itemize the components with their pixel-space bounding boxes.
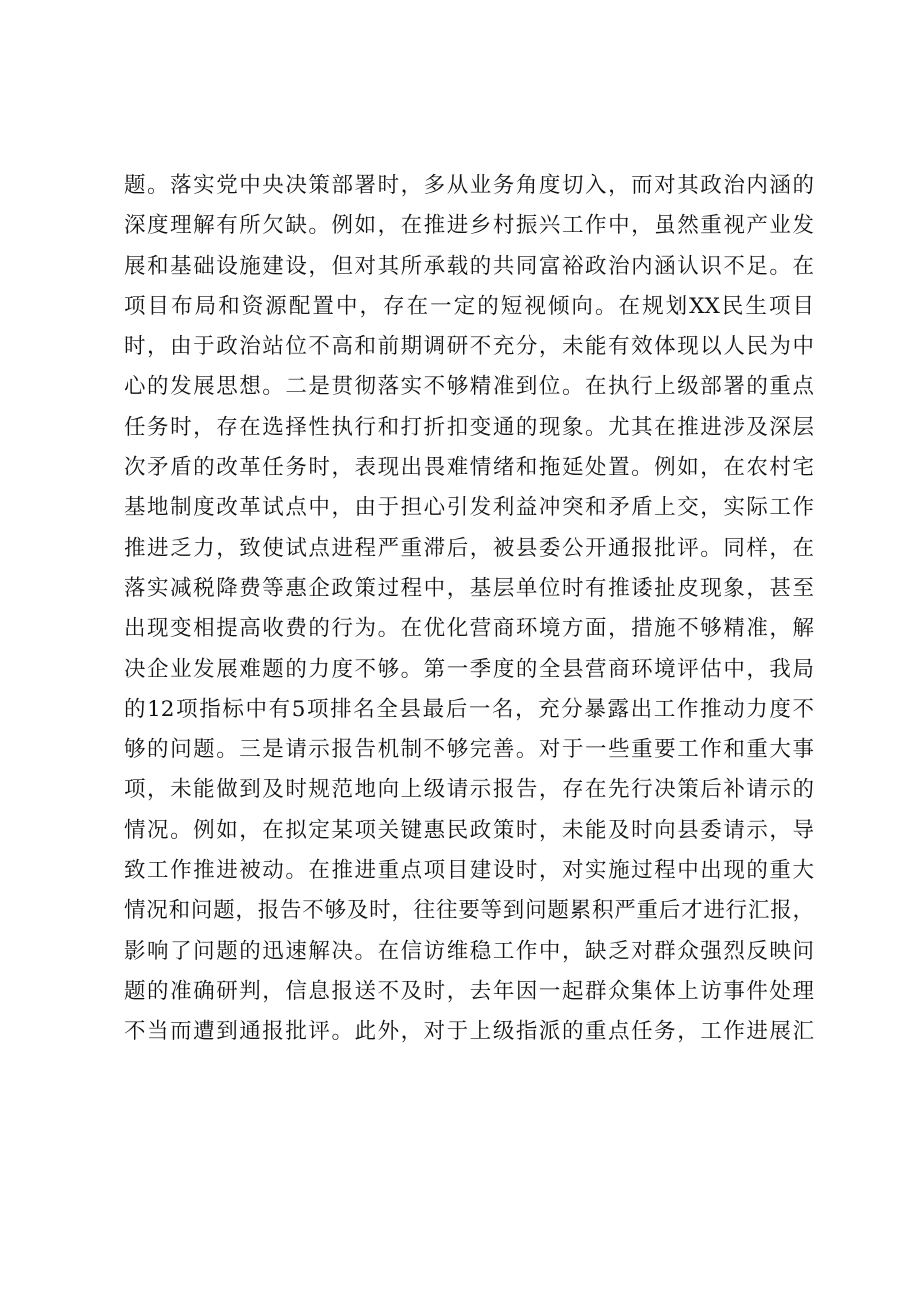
text-line-22: 不当而遭到通报批评。此外，对于上级指派的重点任务，工作进展汇 <box>124 1019 814 1045</box>
text-line-10: 推进乏力，致使试点进程严重滞后，被县委公开通报批评。同样，在 <box>124 535 814 561</box>
text-line-3: 展和基础设施建设，但对其所承载的共同富裕政治内涵认识不足。在 <box>124 253 814 279</box>
text-line-5: 时，由于政治站位不高和前期调研不充分，未能有效体现以人民为中 <box>124 334 814 360</box>
text-line-12: 出现变相提高收费的行为。在优化营商环境方面，措施不够精准，解 <box>124 616 814 642</box>
text-line-14: 的12项指标中有5项排名全县最后一名，充分暴露出工作推动力度不 <box>124 696 814 722</box>
text-line-7: 任务时，存在选择性执行和打折扣变通的现象。尤其在推进涉及深层 <box>124 414 814 440</box>
text-line-9: 基地制度改革试点中，由于担心引发利益冲突和矛盾上交，实际工作 <box>124 495 814 521</box>
text-line-13: 决企业发展难题的力度不够。第一季度的全县营商环境评估中，我局 <box>124 656 814 682</box>
text-line-8: 次矛盾的改革任务时，表现出畏难情绪和拖延处置。例如，在农村宅 <box>124 455 814 481</box>
text-line-6: 心的发展思想。二是贯彻落实不够精准到位。在执行上级部署的重点 <box>124 374 814 400</box>
body-paragraph <box>124 166 814 1053</box>
text-line-18: 致工作推进被动。在推进重点项目建设时，对实施过程中出现的重大 <box>124 858 814 884</box>
text-line-2: 深度理解有所欠缺。例如，在推进乡村振兴工作中，虽然重视产业发 <box>124 213 814 239</box>
text-line-15: 够的问题。三是请示报告机制不够完善。对于一些重要工作和重大事 <box>124 737 814 763</box>
text-line-1: 题。落实党中央决策部署时，多从业务角度切入，而对其政治内涵的 <box>124 173 814 198</box>
text-line-19: 情况和问题，报告不够及时，往往要等到问题累积严重后才进行汇报， <box>124 898 814 924</box>
text-line-16: 项，未能做到及时规范地向上级请示报告，存在先行决策后补请示的 <box>124 777 814 803</box>
text-line-20: 影响了问题的迅速解决。在信访维稳工作中，缺乏对群众强烈反映问 <box>124 938 814 964</box>
text-line-11: 落实减税降费等惠企政策过程中，基层单位时有推诿扯皮现象，甚至 <box>124 575 814 601</box>
text-line-17: 情况。例如，在拟定某项关键惠民政策时，未能及时向县委请示，导 <box>124 817 814 843</box>
text-line-21: 题的准确研判，信息报送不及时，去年因一起群众集体上访事件处理 <box>124 978 814 1004</box>
text-line-4: 项目布局和资源配置中，存在一定的短视倾向。在规划XX民生项目 <box>124 293 814 319</box>
